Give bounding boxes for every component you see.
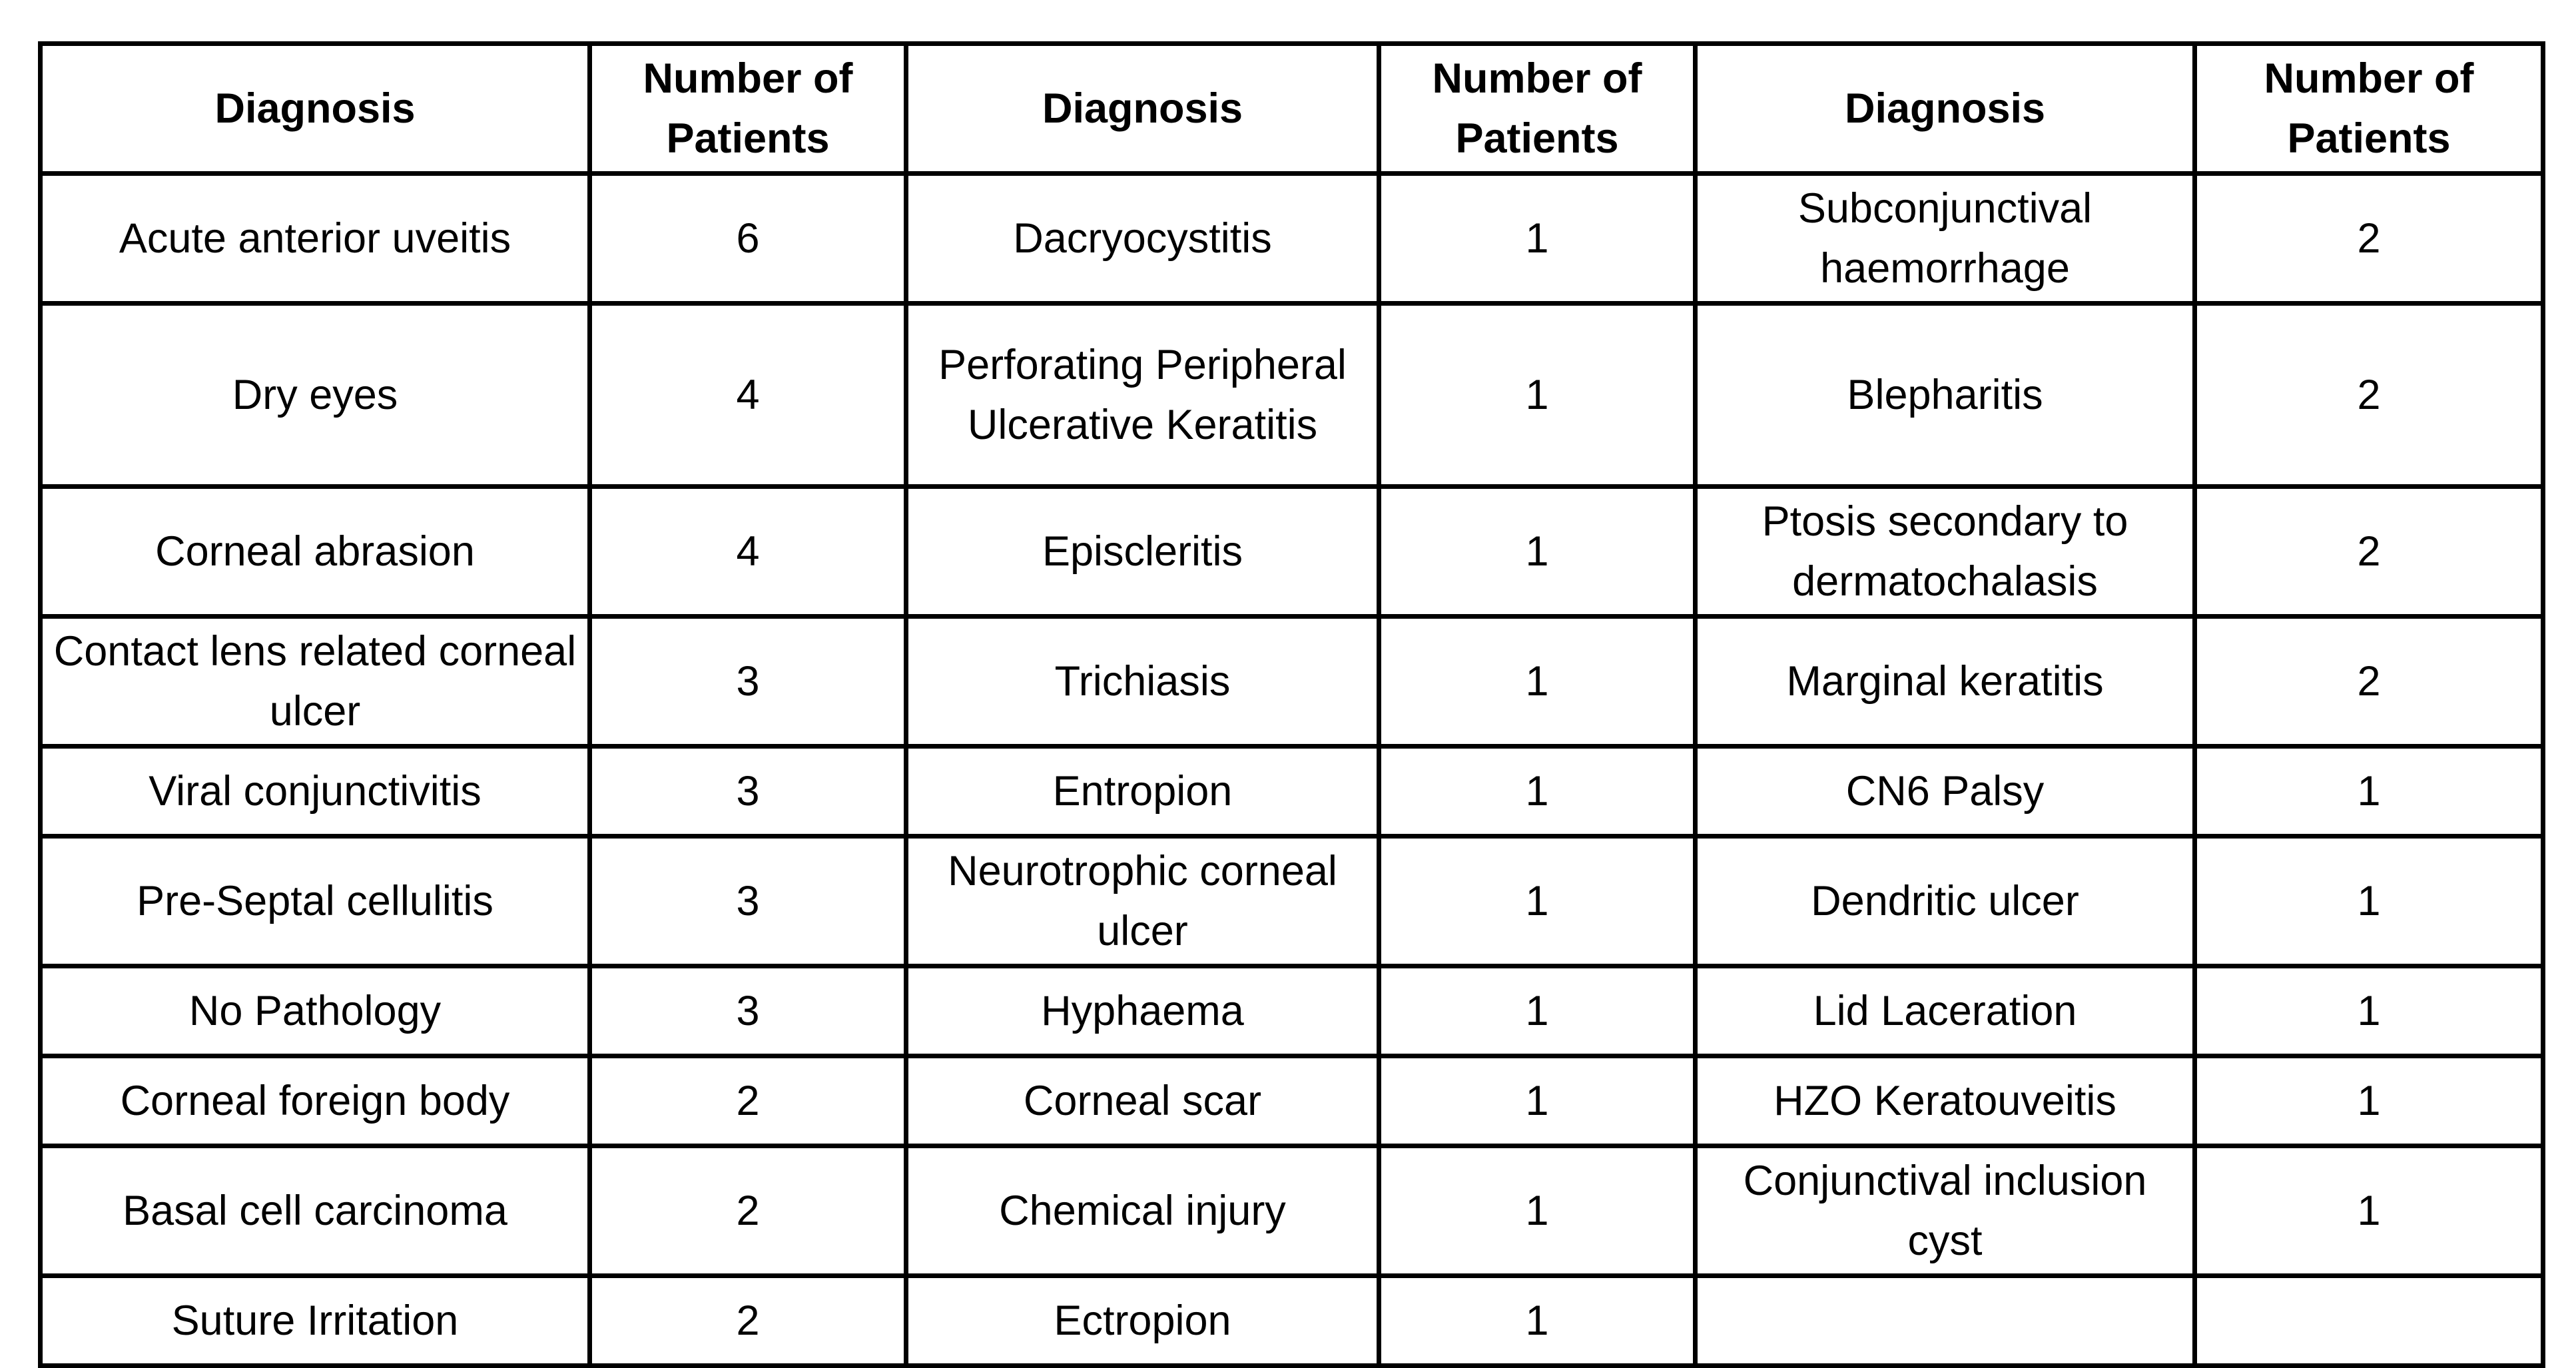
count-cell: 3 bbox=[590, 966, 906, 1056]
count-cell: 1 bbox=[1379, 837, 1696, 966]
diagnosis-cell: Dacryocystitis bbox=[906, 174, 1379, 304]
table-row bbox=[41, 304, 2543, 487]
diagnosis-cell: Lid Laceration bbox=[1696, 966, 2195, 1056]
count-cell: 1 bbox=[2195, 837, 2543, 966]
count-cell: 2 bbox=[2195, 487, 2543, 617]
count-cell: 1 bbox=[1379, 617, 1696, 747]
count-cell: 1 bbox=[2195, 1146, 2543, 1276]
diagnosis-cell: Chemical injury bbox=[906, 1146, 1379, 1276]
count-cell: 2 bbox=[590, 1056, 906, 1146]
count-cell: 1 bbox=[1379, 1146, 1696, 1276]
diagnosis-cell: Episcleritis bbox=[906, 487, 1379, 617]
count-cell: 1 bbox=[1379, 1056, 1696, 1146]
count-cell: 6 bbox=[590, 174, 906, 304]
diagnosis-cell: Corneal scar bbox=[906, 1056, 1379, 1146]
diagnosis-cell: Blepharitis bbox=[1696, 304, 2195, 487]
count-cell: 1 bbox=[2195, 966, 2543, 1056]
count-cell: 2 bbox=[590, 1276, 906, 1366]
diagnosis-cell: Dendritic ulcer bbox=[1696, 837, 2195, 966]
header-diagnosis-3: Diagnosis bbox=[1696, 44, 2195, 174]
count-cell: 1 bbox=[1379, 747, 1696, 837]
count-cell: 3 bbox=[590, 837, 906, 966]
diagnosis-cell: Neurotrophic corneal ulcer bbox=[906, 837, 1379, 966]
count-cell: 1 bbox=[1379, 174, 1696, 304]
count-cell: 2 bbox=[590, 1146, 906, 1276]
diagnosis-cell: Conjunctival inclusion cyst bbox=[1696, 1146, 2195, 1276]
count-cell: 1 bbox=[2195, 747, 2543, 837]
diagnosis-cell: Basal cell carcinoma bbox=[41, 1146, 590, 1276]
diagnosis-cell: Ectropion bbox=[906, 1276, 1379, 1366]
diagnosis-cell: Trichiasis bbox=[906, 617, 1379, 747]
count-cell: 1 bbox=[1379, 304, 1696, 487]
count-cell bbox=[2195, 1276, 2543, 1366]
diagnosis-cell: Corneal foreign body bbox=[41, 1056, 590, 1146]
diagnosis-cell: Pre-Septal cellulitis bbox=[41, 837, 590, 966]
header-row bbox=[41, 44, 2543, 174]
diagnosis-cell: Suture Irritation bbox=[41, 1276, 590, 1366]
count-cell: 1 bbox=[1379, 487, 1696, 617]
table-row bbox=[41, 837, 2543, 966]
diagnosis-cell: Dry eyes bbox=[41, 304, 590, 487]
table-row bbox=[41, 617, 2543, 747]
diagnosis-table bbox=[38, 41, 2545, 1368]
diagnosis-cell: Marginal keratitis bbox=[1696, 617, 2195, 747]
count-cell: 4 bbox=[590, 487, 906, 617]
diagnosis-cell: Acute anterior uveitis bbox=[41, 174, 590, 304]
count-cell: 1 bbox=[1379, 1276, 1696, 1366]
header-number-of-patients-2: Number of Patients bbox=[1379, 44, 1696, 174]
header-number-of-patients-1: Number of Patients bbox=[590, 44, 906, 174]
count-cell: 3 bbox=[590, 747, 906, 837]
table-row bbox=[41, 1146, 2543, 1276]
diagnosis-cell: Ptosis secondary to dermatochalasis bbox=[1696, 487, 2195, 617]
diagnosis-cell: Subconjunctival haemorrhage bbox=[1696, 174, 2195, 304]
header-diagnosis-2: Diagnosis bbox=[906, 44, 1379, 174]
diagnosis-cell: CN6 Palsy bbox=[1696, 747, 2195, 837]
diagnosis-cell: Entropion bbox=[906, 747, 1379, 837]
header-diagnosis-1: Diagnosis bbox=[41, 44, 590, 174]
diagnosis-cell: Corneal abrasion bbox=[41, 487, 590, 617]
diagnosis-cell bbox=[1696, 1276, 2195, 1366]
diagnosis-cell: Perforating Peripheral Ulcerative Keratitis bbox=[906, 304, 1379, 487]
count-cell: 2 bbox=[2195, 617, 2543, 747]
header-number-of-patients-3: Number of Patients bbox=[2195, 44, 2543, 174]
count-cell: 4 bbox=[590, 304, 906, 487]
table-row bbox=[41, 1056, 2543, 1146]
diagnosis-cell: HZO Keratouveitis bbox=[1696, 1056, 2195, 1146]
count-cell: 1 bbox=[1379, 966, 1696, 1056]
table-row bbox=[41, 747, 2543, 837]
count-cell: 2 bbox=[2195, 304, 2543, 487]
diagnosis-cell: Viral conjunctivitis bbox=[41, 747, 590, 837]
count-cell: 3 bbox=[590, 617, 906, 747]
table-row bbox=[41, 174, 2543, 304]
table-row bbox=[41, 487, 2543, 617]
diagnosis-cell: Hyphaema bbox=[906, 966, 1379, 1056]
table-row bbox=[41, 966, 2543, 1056]
table-row bbox=[41, 1276, 2543, 1366]
count-cell: 2 bbox=[2195, 174, 2543, 304]
count-cell: 1 bbox=[2195, 1056, 2543, 1146]
diagnosis-cell: No Pathology bbox=[41, 966, 590, 1056]
diagnosis-cell: Contact lens related corneal ulcer bbox=[41, 617, 590, 747]
